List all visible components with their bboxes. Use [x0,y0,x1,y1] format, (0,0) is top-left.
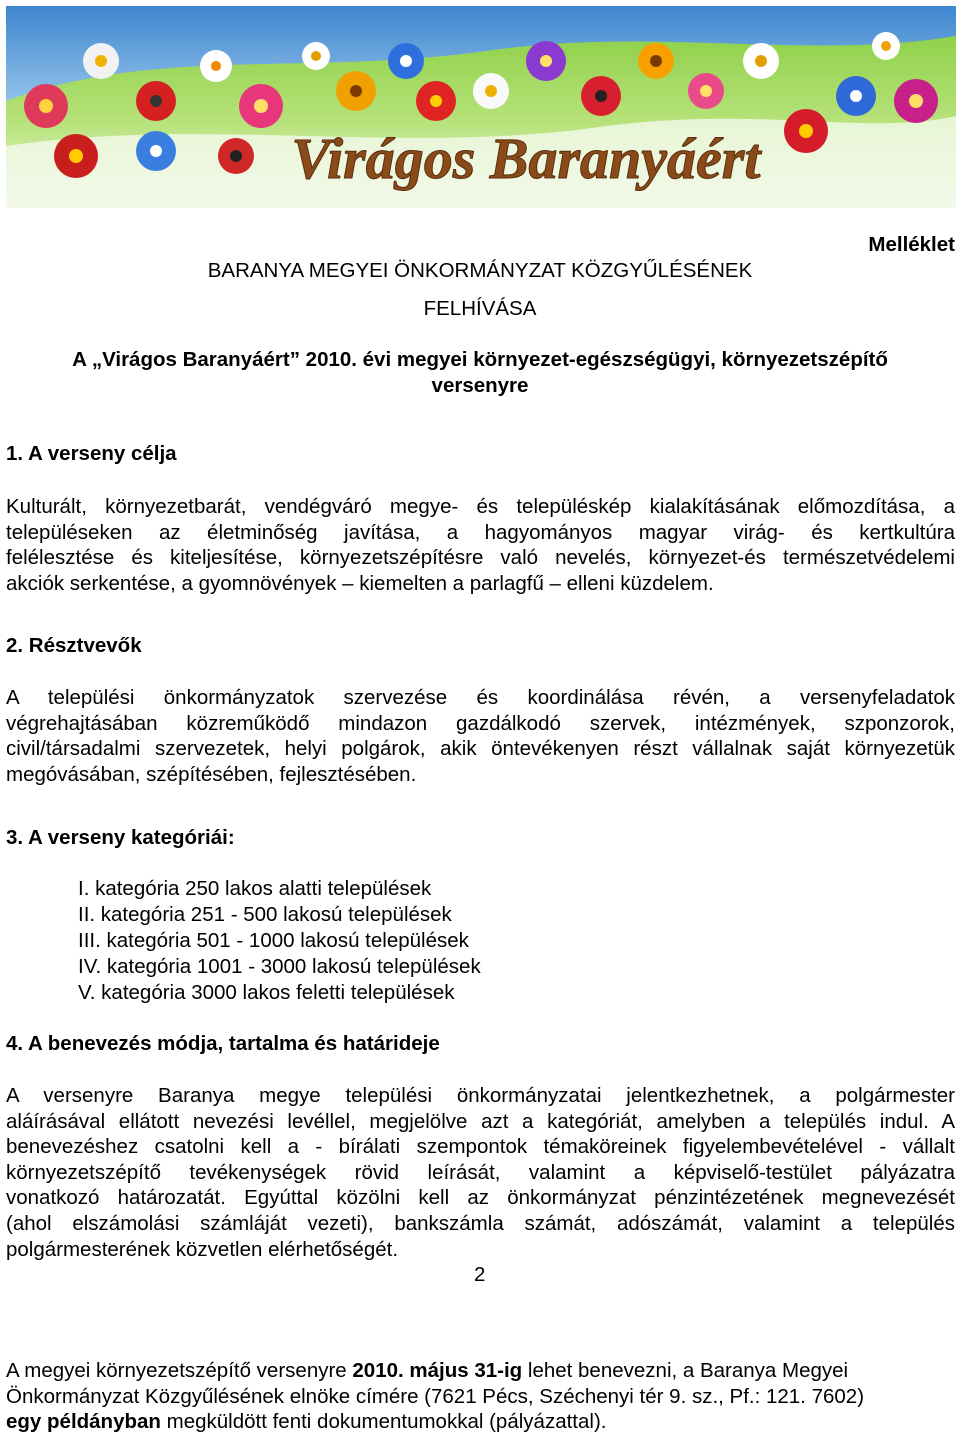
section-2-title: 2. Résztvevők [6,634,142,657]
text-line: Kulturált, környezetbarát, vendégváró megye- és településkép kialakításának előmozdítása, a [6,495,955,518]
text-line: benevezéshez csatolni kell a - bírálati szempontok témaköreinek figyelembevételével - vállalt [6,1135,955,1159]
footer-line-1: A megyei környezetszépítő versenyre 2010. május 31-ig lehet benevezni, a Baranya Megyei [6,1359,849,1382]
footer-line-2: Önkormányzat Közgyűlésének elnöke címére (7621 Pécs, Széchenyi tér 9. sz., Pf.: 121. 7602) [6,1384,865,1408]
text-line: vonatkozó határozatát. Egyúttal közölni kell az önkormányzat pénzintézetének megnevezését [6,1186,955,1210]
section-3-title: 3. A verseny kategóriái: [6,826,235,849]
list-item: II. kategória 251 - 500 lakosú települések [78,903,452,926]
section-1-body [6,494,955,596]
text-line: felélesztése és kiteljesítése, környezetszépítésre való nevelés, környezet-és természetvédelemi [6,546,955,570]
text-line: aláírásával ellátott nevezési levéllel, megjelölve azt a kategóriát, amelyben a település indul. A [6,1109,955,1133]
text-line: településeken az életminőség javítása, a hagyományos magyar virág- és kertkultúra [6,520,955,544]
heading-line-3: A „Virágos Baranyáért” 2010. évi megyei környezet-egészségügyi, környezetszépítő [72,348,888,371]
banner-logo-text: Virágos Baranyáért [291,126,761,191]
list-item: III. kategória 501 - 1000 lakosú települések [78,929,469,952]
list-item: IV. kategória 1001 - 3000 lakosú települések [78,955,481,978]
category-list [78,876,481,1006]
text-line: polgármesterének közvetlen elérhetőségét. [6,1237,399,1261]
page-number: 2 [474,1263,486,1286]
list-item: V. kategória 3000 lakos feletti települések [78,981,455,1004]
section-1-title: 1. A verseny célja [6,442,177,465]
header-banner [6,6,956,208]
text-line: A települési önkormányzatok szervezése és koordinálása révén, a versenyfeladatok [6,686,955,709]
section-2-body [6,685,955,787]
text-line: civil/társadalmi szervezetek, helyi polgárok, akik öntevékenyen részt vállalnak saját környezetük [6,737,955,761]
annex-label: Melléklet [868,233,955,256]
footer-line-3: egy példányban megküldött fenti dokumentumokkal (pályázattal). [6,1410,607,1434]
heading-line-1: BARANYA MEGYEI ÖNKORMÁNYZAT KÖZGYŰLÉSÉNEK [207,259,753,282]
text-line: akciók serkentése, a gyomnövények – kiemelten a parlagfű – elleni küzdelem. [6,571,714,595]
text-line: A versenyre Baranya megye települési önkormányzatai jelentkezhetnek, a polgármester [6,1084,955,1107]
footer-body [6,1358,955,1435]
text-line: megóvásában, szépítésében, fejlesztésében. [6,762,417,786]
text-line: környezetszépítő tevékenységek rövid leírását, valamint a képviselő-testület pályázatra [6,1160,955,1184]
section-4-body [6,1083,955,1262]
heading-line-2: FELHÍVÁSA [423,297,537,320]
heading-line-4: versenyre [431,374,529,397]
list-item: I. kategória 250 lakos alatti települések [78,877,432,900]
text-line: (ahol elszámolási számláját vezeti), bankszámla számát, adószámát, valamint a település [6,1211,955,1235]
flower-meadow-image [6,6,956,208]
section-4-title: 4. A benevezés módja, tartalma és határideje [6,1032,440,1055]
text-line: végrehajtásában közreműködő mindazon gazdálkodó szervek, intézmények, szponzorok, [6,711,955,735]
